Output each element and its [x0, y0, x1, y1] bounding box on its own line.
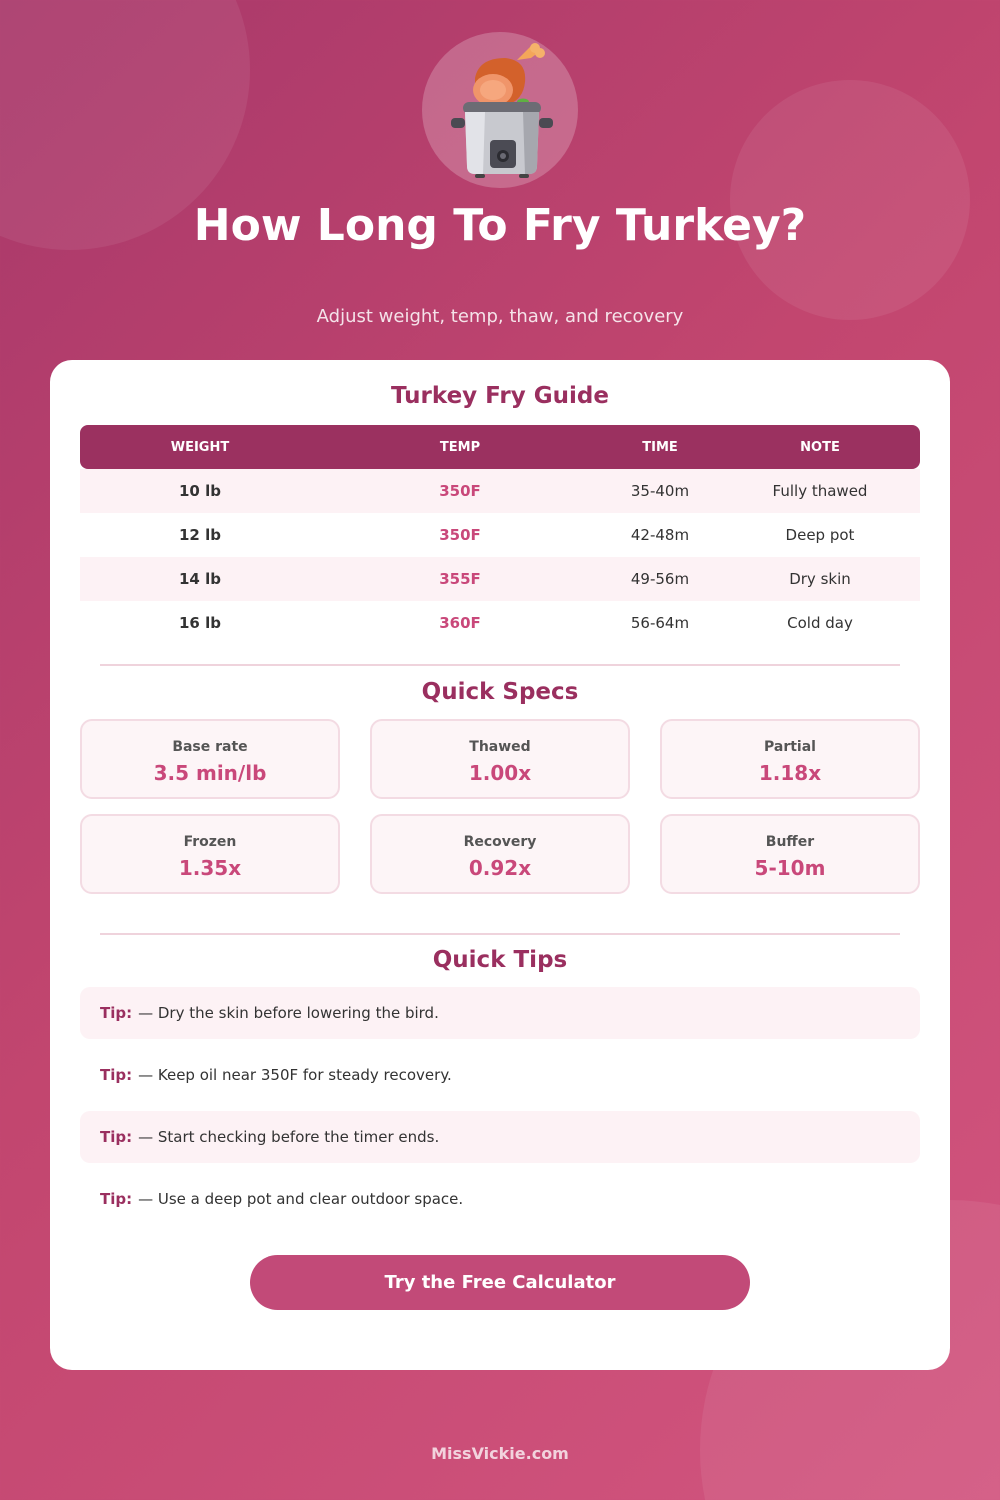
cell-weight: 10 lb: [179, 482, 221, 500]
cell-weight: 16 lb: [179, 614, 221, 632]
tip-text: — Start checking before the timer ends.: [138, 1128, 440, 1146]
table-row: [80, 557, 920, 601]
table-header: [80, 425, 920, 469]
hero-icon-badge: [422, 32, 578, 188]
spec-label: Recovery: [463, 834, 537, 850]
spec-card: [80, 814, 340, 894]
spec-value: 0.92x: [468, 856, 532, 880]
cell-note: Cold day: [787, 614, 853, 632]
spec-card: [80, 719, 340, 799]
tip-item: [80, 1173, 920, 1225]
spec-label: Partial: [764, 739, 816, 755]
table-row: [80, 601, 920, 645]
spec-card: [660, 719, 920, 799]
tip-label: Tip:: [100, 1128, 133, 1146]
spec-value: 5-10m: [754, 856, 826, 880]
spec-value: 1.18x: [758, 761, 822, 785]
cell-note: Fully thawed: [772, 482, 868, 500]
tip-text: — Use a deep pot and clear outdoor space.: [138, 1190, 464, 1208]
column-header-note: NOTE: [800, 439, 840, 455]
spec-card: [660, 814, 920, 894]
content-card: [50, 360, 950, 1370]
cell-note: Dry skin: [789, 570, 851, 588]
column-header-weight: WEIGHT: [170, 439, 230, 455]
free-calculator-button[interactable]: Try the Free Calculator: [250, 1255, 750, 1310]
cell-weight: 12 lb: [179, 526, 221, 544]
cell-time: 35-40m: [630, 482, 690, 500]
tip-label: Tip:: [100, 1190, 133, 1208]
turkey-pot-icon: [445, 40, 555, 180]
cell-weight: 14 lb: [179, 570, 221, 588]
cell-note: Deep pot: [785, 526, 855, 544]
tip-label: Tip:: [100, 1004, 133, 1022]
table-row: [80, 513, 920, 557]
tip-item: [80, 987, 920, 1039]
tip-item: [80, 1111, 920, 1163]
section-divider: [100, 933, 900, 935]
column-header-temp: TEMP: [439, 439, 481, 455]
page-title: How Long To Fry Turkey?: [193, 200, 807, 251]
section-divider: [100, 664, 900, 666]
spec-value: 1.35x: [178, 856, 242, 880]
cell-temp: 355F: [439, 570, 481, 588]
footer-brand[interactable]: MissVickie.com: [431, 1444, 569, 1463]
table-row: [80, 469, 920, 513]
spec-value: 1.00x: [468, 761, 532, 785]
spec-value: 3.5 min/lb: [153, 761, 267, 785]
tip-item: [80, 1049, 920, 1101]
cell-temp: 360F: [439, 614, 481, 632]
cell-time: 49-56m: [630, 570, 690, 588]
spec-card: [370, 814, 630, 894]
spec-card: [370, 719, 630, 799]
cell-temp: 350F: [439, 526, 481, 544]
guide-title: Turkey Fry Guide: [391, 383, 609, 409]
fry-guide-table: [80, 425, 920, 645]
spec-label: Base rate: [172, 739, 248, 755]
cell-temp: 350F: [439, 482, 481, 500]
tip-label: Tip:: [100, 1066, 133, 1084]
spec-label: Thawed: [469, 739, 531, 755]
cell-time: 56-64m: [630, 614, 690, 632]
spec-label: Buffer: [765, 834, 815, 850]
column-header-time: TIME: [642, 439, 678, 455]
cell-time: 42-48m: [630, 526, 690, 544]
page-subtitle: Adjust weight, temp, thaw, and recovery: [316, 306, 684, 327]
spec-label: Frozen: [183, 834, 237, 850]
tip-text: — Keep oil near 350F for steady recovery.: [138, 1066, 452, 1084]
tips-title: Quick Tips: [432, 947, 568, 973]
tip-text: — Dry the skin before lowering the bird.: [138, 1004, 439, 1022]
specs-title: Quick Specs: [421, 679, 579, 705]
